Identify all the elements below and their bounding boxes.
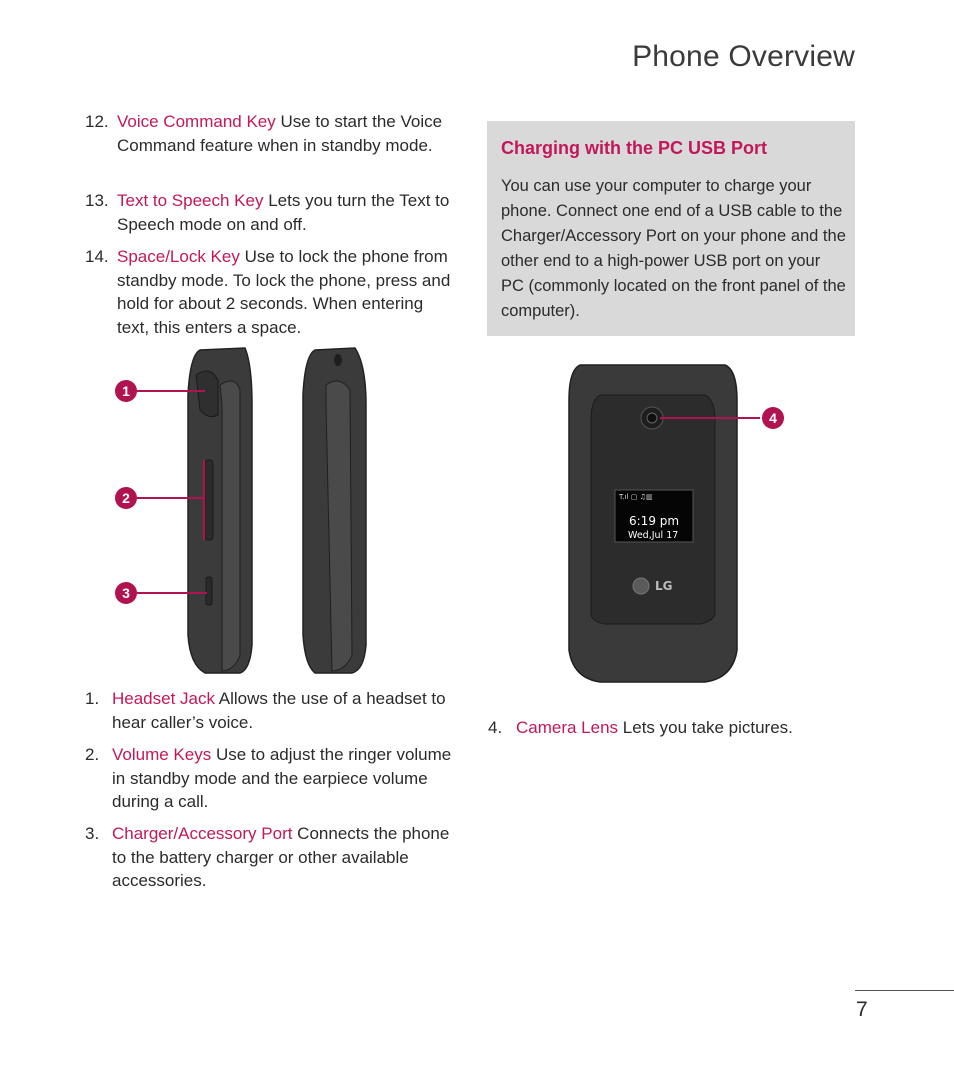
item-number: 14. [85, 247, 109, 266]
callout-line [137, 497, 205, 499]
item-number: 4. [488, 718, 503, 737]
item-description [85, 743, 455, 814]
svg-text:T.ıl ▢ ♫▥: T.ıl ▢ ♫▥ [619, 493, 653, 501]
key-description: Connects the phone to the battery charger or other available accessories. [112, 824, 450, 890]
list-item [488, 716, 848, 740]
lg-logo: LG [655, 579, 673, 593]
item-number: 2. [85, 745, 100, 764]
key-description: Lets you take pictures. [618, 718, 793, 737]
callout-line [137, 592, 207, 594]
item-description [85, 245, 455, 339]
callout-bracket [203, 460, 205, 540]
callout-3: 3 [115, 582, 137, 604]
callout-line [137, 390, 205, 392]
item-description [488, 716, 848, 740]
key-name: Space/Lock Key [117, 247, 240, 266]
item-number: 3. [85, 824, 100, 843]
list-item [85, 822, 455, 893]
list-item [85, 110, 455, 157]
key-description: Allows the use of a headset to hear caller’s voice. [112, 689, 446, 732]
info-box [487, 121, 855, 336]
key-name: Charger/Accessory Port [112, 824, 293, 843]
key-name: Text to Speech Key [117, 191, 264, 210]
item-number: 1. [85, 689, 100, 708]
list-item [85, 743, 455, 814]
callout-2: 2 [115, 487, 137, 509]
key-description: Lets you turn the Text to Speech mode on and off. [117, 191, 450, 234]
item-description [85, 822, 455, 893]
key-name: Headset Jack [112, 689, 215, 708]
list-item [85, 189, 455, 236]
phone-side-view-illustration [100, 345, 390, 680]
item-number: 13. [85, 191, 109, 210]
key-name: Camera Lens [516, 718, 619, 737]
callout-4: 4 [762, 407, 784, 429]
callout-1: 1 [115, 380, 137, 402]
key-name: Volume Keys [112, 745, 212, 764]
item-number: 12. [85, 112, 109, 131]
key-description: Use to lock the phone from standby mode. To lock the phone, press and hold for about 2 seconds. When entering text, this enters a space. [117, 247, 451, 337]
key-description: Use to adjust the ringer volume in standby mode and the earpiece volume during a call. [112, 745, 452, 811]
item-description [85, 189, 455, 236]
callout-line [660, 417, 760, 419]
info-box-body: You can use your computer to charge your phone. Connect one end of a USB cable to the Charger/Accessory Port on your phone and the other end to a high-power USB port on your PC (commonly located on the front panel of the computer). [501, 177, 846, 320]
list-item [85, 245, 455, 339]
screen-date: Wed,Jul 17 [628, 530, 679, 541]
list-item [85, 687, 455, 734]
info-box-heading: Charging with the PC USB Port [501, 138, 768, 158]
page-title: Phone Overview [632, 40, 855, 73]
key-description: Use to start the Voice Command feature when in standby mode. [117, 112, 443, 155]
key-name: Voice Command Key [117, 112, 276, 131]
item-description [85, 687, 455, 734]
page-number: 7 [856, 998, 868, 1021]
item-description [85, 110, 455, 157]
footer-rule [855, 990, 954, 991]
screen-time: 6:19 pm [629, 514, 680, 528]
